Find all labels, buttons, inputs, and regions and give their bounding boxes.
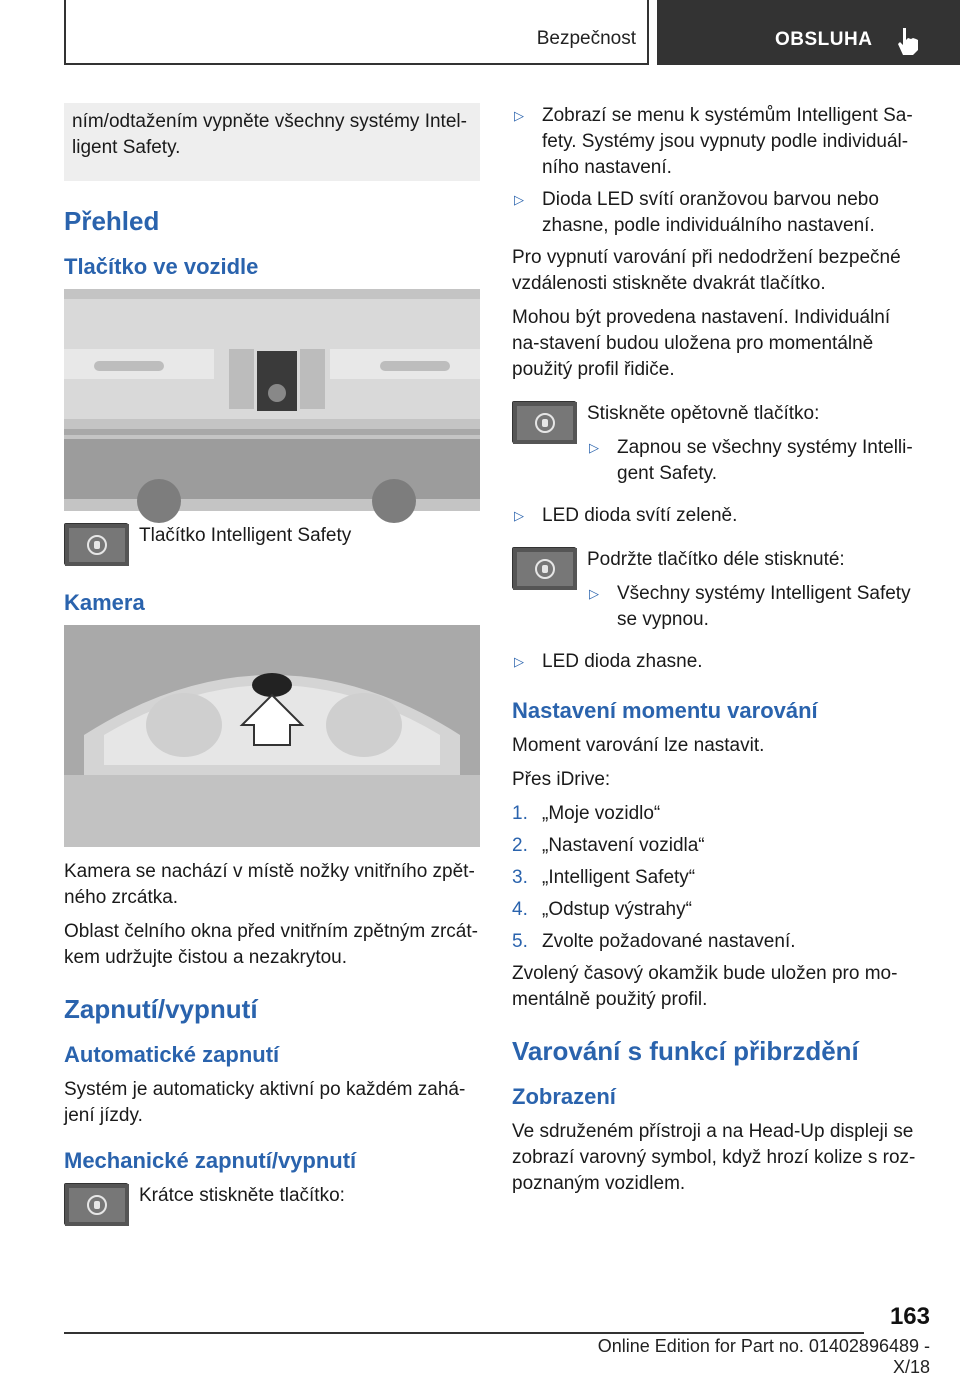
step-text: „Odstup výstrahy“ bbox=[542, 899, 692, 920]
step-number: 3. bbox=[512, 867, 528, 888]
heading-warning-timing: Nastavení momentu varování bbox=[512, 698, 818, 723]
left-column bbox=[64, 103, 480, 1249]
note-box bbox=[64, 103, 480, 181]
intelligent-safety-button-icon bbox=[512, 547, 576, 589]
step-text: Zvolte požadované nastavení. bbox=[542, 931, 796, 952]
press-again-row bbox=[512, 401, 922, 487]
heading-camera: Kamera bbox=[64, 590, 145, 615]
step-text: „Moje vozidlo“ bbox=[542, 803, 661, 824]
list-item: ▷ Zapnou se všechny systémy Intelli‐gent Safety. bbox=[587, 435, 922, 487]
header-right-rule bbox=[647, 0, 649, 65]
heading-braking-warning: Varování s funkcí přibrzdění bbox=[512, 1036, 859, 1066]
page-number: 163 bbox=[889, 1303, 930, 1330]
step-text: „Intelligent Safety“ bbox=[542, 867, 696, 888]
settings-text: Mohou být provedena nastavení. Individuální na‐stavení budou uložena pro momentálně použitý profil řidiče. bbox=[512, 307, 891, 380]
heading-display: Zobrazení bbox=[512, 1084, 616, 1109]
pointing-hand-icon bbox=[895, 26, 921, 56]
list-item: ▷ LED dioda zhasne. bbox=[512, 649, 922, 675]
step-number: 2. bbox=[512, 835, 528, 856]
dashboard-photo bbox=[64, 289, 480, 511]
list-item bbox=[512, 929, 922, 955]
list-item bbox=[512, 865, 922, 891]
manual-press-row bbox=[64, 1183, 480, 1233]
distance-warning-text: Pro vypnutí varování při nedodržení bezpečné vzdálenosti stiskněte dvakrát tlačítko. bbox=[512, 247, 901, 294]
intelligent-safety-button-icon bbox=[512, 401, 576, 443]
step-number: 5. bbox=[512, 931, 528, 952]
timing-text: Moment varování lze nastavit. bbox=[512, 735, 765, 756]
list-item bbox=[512, 801, 922, 827]
camera-windshield-text: Oblast čelního okna před vnitřním zpětným zrcát‐kem udržujte čistou a nezakrytou. bbox=[64, 921, 478, 968]
header-chapter-label: OBSLUHA bbox=[775, 29, 873, 50]
automatic-on-text: Systém je automaticky aktivní po každém zahá‐jení jízdy. bbox=[64, 1079, 466, 1126]
right-column bbox=[512, 103, 922, 1205]
heading-overview: Přehled bbox=[64, 206, 160, 236]
list-item: ▷ Zobrazí se menu k systémům Intelligent Sa‐fety. Systémy jsou vypnuty podle individuál‐ního nastavení. bbox=[512, 103, 922, 181]
note-text: ním/odtažením vypněte všechny systémy Intel‐ligent Safety. bbox=[72, 111, 467, 158]
footer-edition: Online Edition for Part no. 01402896489 - X/18 bbox=[597, 1336, 930, 1377]
manual-press-caption: Krátce stiskněte tlačítko: bbox=[139, 1185, 345, 1206]
list-item: ▷ LED dioda svítí zeleně. bbox=[512, 503, 922, 529]
header-left-rule bbox=[64, 0, 66, 65]
heading-button-in-vehicle: Tlačítko ve vozidle bbox=[64, 254, 259, 279]
heading-on-off: Zapnutí/vypnutí bbox=[64, 994, 258, 1024]
list-item bbox=[512, 897, 922, 923]
header-section-title: Bezpečnost bbox=[536, 28, 636, 49]
list-item: ▷ Dioda LED svítí oranžovou barvou nebo zhasne, podle individuálního nastavení. bbox=[512, 187, 922, 239]
step-number: 4. bbox=[512, 899, 528, 920]
hold-caption: Podržte tlačítko déle stisknuté: bbox=[587, 549, 845, 570]
via-idrive-text: Přes iDrive: bbox=[512, 769, 611, 790]
header-underline bbox=[64, 63, 649, 65]
step-number: 1. bbox=[512, 803, 528, 824]
button-caption: Tlačítko Intelligent Safety bbox=[139, 525, 352, 546]
saved-profile-text: Zvolený časový okamžik bude uložen pro mo‐mentálně použitý profil. bbox=[512, 963, 898, 1010]
idrive-steps bbox=[512, 801, 922, 955]
camera-photo bbox=[64, 625, 480, 847]
button-caption-row bbox=[64, 523, 480, 573]
heading-automatic-on: Automatické zapnutí bbox=[64, 1042, 280, 1067]
step-text: „Nastavení vozidla“ bbox=[542, 835, 705, 856]
list-item bbox=[512, 833, 922, 859]
hold-row bbox=[512, 547, 922, 633]
intelligent-safety-button-icon bbox=[64, 523, 128, 565]
intelligent-safety-button-icon bbox=[64, 1183, 128, 1225]
camera-location-text: Kamera se nachází v místě nožky vnitřního zpět‐ného zrcátka. bbox=[64, 861, 475, 908]
result-list bbox=[512, 103, 922, 239]
list-item: ▷ Všechny systémy Intelligent Safety se vypnou. bbox=[587, 581, 922, 633]
header-chapter-tab bbox=[657, 0, 960, 65]
press-again-caption: Stiskněte opětovně tlačítko: bbox=[587, 403, 820, 424]
footer-rule bbox=[64, 1332, 864, 1334]
display-text: Ve sdruženém přístroji a na Head-Up displeji se zobrazí varovný symbol, když hrozí kolize s roz‐poznaným vozidlem. bbox=[512, 1121, 916, 1194]
heading-manual-on-off: Mechanické zapnutí/vypnutí bbox=[64, 1148, 357, 1173]
